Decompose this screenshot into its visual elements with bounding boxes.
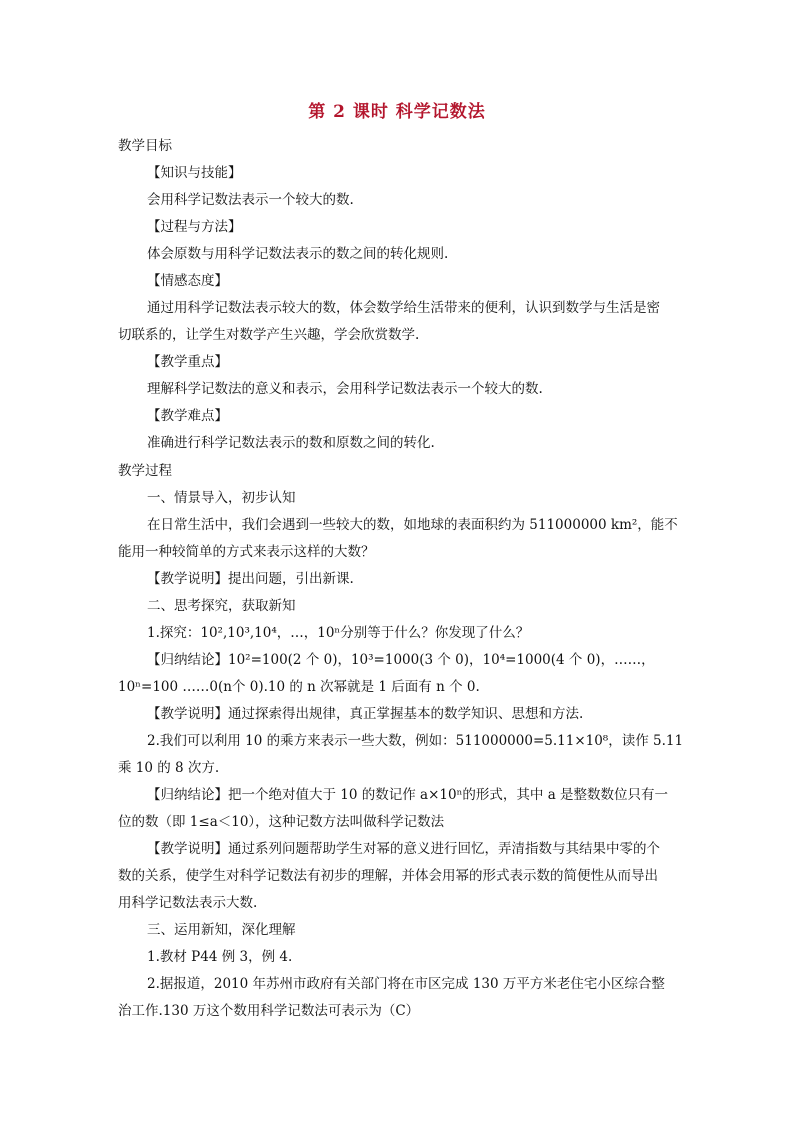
paragraph: 准确进行科学记数法表示的数和原数之间的转化. [147, 435, 435, 451]
paragraph-line: 能用一种较简单的方式来表示这样的大数？ [118, 544, 375, 560]
paragraph-line: 10ⁿ=100 ……0(n个 0).10 的 n 次幂就是 1 后面有 n 个 0. [118, 679, 480, 695]
subheading-apply: 三、运用新知，深化理解 [147, 922, 296, 938]
subheading-explore: 二、思考探究，获取新知 [147, 598, 296, 614]
paragraph: 会用科学记数法表示一个较大的数. [147, 192, 354, 208]
section-heading-objectives: 教学目标 [118, 138, 172, 154]
paragraph-line: 用科学记数法表示大数. [118, 895, 258, 911]
teaching-note: 【教学说明】提出问题，引出新课. [147, 571, 354, 587]
heading-key-points: 【教学重点】 [147, 354, 228, 370]
paragraph-line: 乘 10 的 8 次方. [118, 760, 220, 776]
lesson-title: 第 2 课时 科学记数法 [308, 102, 486, 122]
paragraph-line: 位的数（即 1≤a＜10），这种记数方法叫做科学记数法 [118, 814, 445, 830]
subheading-intro: 一、情景导入，初步认知 [147, 490, 296, 506]
paragraph-line: 在日常生活中，我们会遇到一些较大的数，如地球的表面积约为 511000000 km²，能不 [147, 517, 678, 533]
paragraph-line: 数的关系，使学生对科学记数法有初步的理解，并体会用幂的形式表示数的简便性从而导出 [118, 868, 658, 884]
paragraph-line: 切联系的，让学生对数学产生兴趣，学会欣赏数学. [118, 327, 420, 343]
paragraph-line: 1.教材 P44 例 3，例 4. [147, 949, 293, 965]
teaching-note: 【教学说明】通过探索得出规律，真正掌握基本的数学知识、思想和方法. [147, 706, 584, 722]
paragraph-line: 1.探究：10²,10³,10⁴，…，10ⁿ分别等于什么？你发现了什么？ [147, 625, 530, 641]
paragraph-line: 2.我们可以利用 10 的乘方来表示一些大数，例如：511000000=5.11×10⁸，读作 5.11 [147, 733, 684, 749]
paragraph-line: 2.据报道，2010 年苏州市政府有关部门将在市区完成 130 万平方米老住宅小区综合整 [147, 976, 665, 992]
paragraph-line: 【归纳结论】把一个绝对值大于 10 的数记作 a×10ⁿ的形式，其中 a 是整数数位只有一 [147, 787, 669, 803]
heading-process-method: 【过程与方法】 [147, 219, 242, 235]
paragraph: 体会原数与用科学记数法表示的数之间的转化规则. [147, 246, 449, 262]
paragraph-line: 治工作.130 万这个数用科学记数法可表示为（C） [118, 1003, 420, 1019]
paragraph-line: 通过用科学记数法表示较大的数，体会数学给生活带来的便利，认识到数学与生活是密 [147, 300, 660, 316]
heading-difficulties: 【教学难点】 [147, 408, 228, 424]
paragraph: 理解科学记数法的意义和表示，会用科学记数法表示一个较大的数. [147, 381, 543, 397]
heading-attitude: 【情感态度】 [147, 273, 228, 289]
heading-knowledge-skills: 【知识与技能】 [147, 165, 242, 181]
paragraph-line: 【教学说明】通过系列问题帮助学生对幂的意义进行回忆，弄清指数与其结果中零的个 [147, 841, 660, 857]
paragraph-line: 【归纳结论】10²=100(2 个 0)，10³=1000(3 个 0)，10⁴=1000(4 个 0)，……， [147, 652, 655, 668]
section-heading-process: 教学过程 [118, 463, 172, 479]
